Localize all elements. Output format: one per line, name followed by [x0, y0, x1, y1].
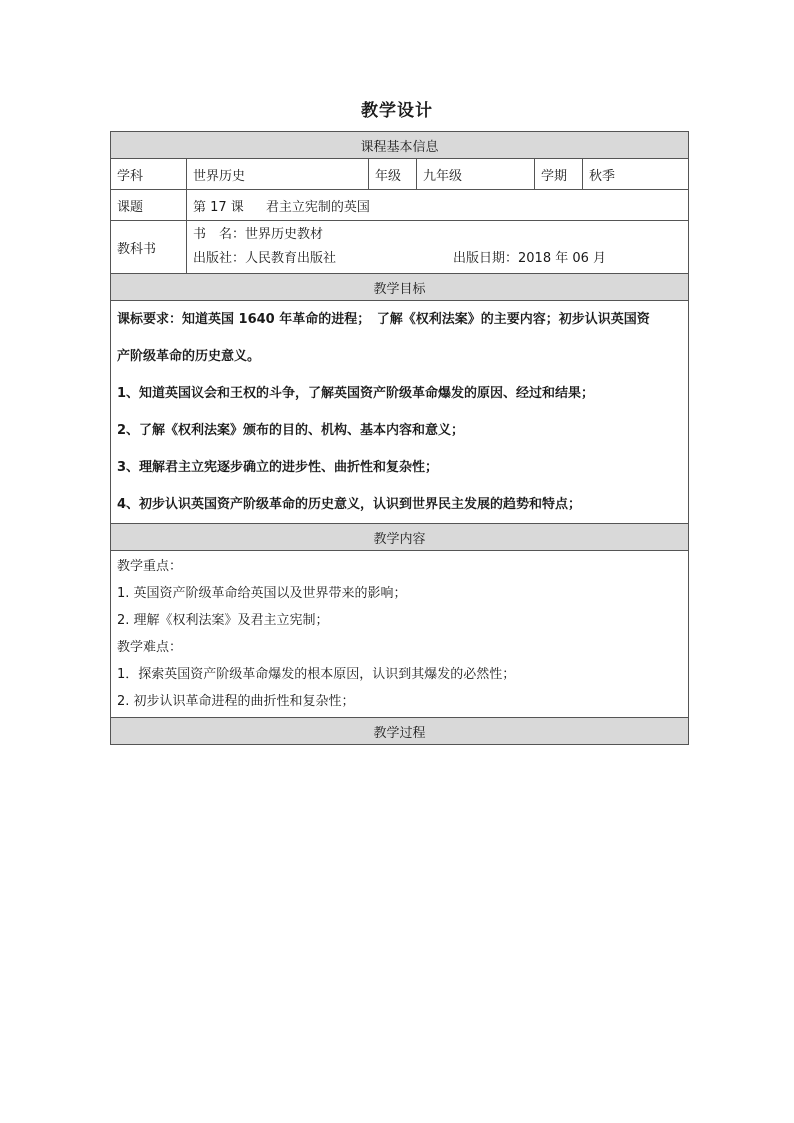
grade-value: 九年级	[417, 159, 535, 190]
topic-value: 君主立宪制的英国	[265, 199, 370, 215]
book-publisher-line	[193, 247, 682, 271]
topic-label: 课题	[111, 190, 187, 221]
topic-cell	[187, 190, 689, 221]
content-cell	[111, 551, 689, 718]
objectives-row	[111, 301, 689, 524]
process-header: 教学过程	[111, 718, 689, 745]
content-header-row	[111, 524, 689, 551]
basic-info-header: 课程基本信息	[111, 132, 689, 159]
grade-label: 年级	[369, 159, 417, 190]
objectives-header: 教学目标	[111, 274, 689, 301]
objective-item: 3、理解君主立宪逐步确立的进步性、曲折性和复杂性；	[117, 460, 439, 475]
term-value: 秋季	[583, 159, 689, 190]
difficult-point-item: 1．探索英国资产阶级革命爆发的根本原因，认识到其爆发的必然性；	[117, 667, 516, 682]
basic-info-header-row	[111, 132, 689, 159]
difficult-points-label: 教学难点：	[117, 640, 183, 655]
requirement-line-1: 课标要求：知道英国 1640 年革命的进程； 了解《权利法案》的主要内容；初步认识英国资	[117, 312, 650, 327]
textbook-row	[111, 221, 689, 274]
objective-item: 1、知道英国议会和王权的斗争，了解英国资产阶级革命爆发的原因、经过和结果；	[117, 386, 595, 401]
key-points-label: 教学重点：	[117, 559, 183, 574]
term-label: 学期	[535, 159, 583, 190]
key-point-item: 2. 理解《权利法案》及君主立宪制；	[117, 613, 329, 628]
book-publish-date: 出版日期：2018 年 06 月	[453, 251, 607, 266]
book-name: 书 名：世界历史教材	[193, 227, 324, 242]
textbook-label: 教科书	[111, 221, 187, 274]
lesson-plan-table	[110, 131, 689, 745]
subject-label: 学科	[111, 159, 187, 190]
objective-item: 2、了解《权利法案》颁布的目的、机构、基本内容和意义；	[117, 423, 465, 438]
process-header-row	[111, 718, 689, 745]
topic-lesson-number: 第 17 课	[193, 199, 244, 215]
content-row	[111, 551, 689, 718]
subject-row	[111, 159, 689, 190]
book-publisher: 出版社：人民教育出版社	[193, 251, 337, 266]
document-title: 教学设计	[361, 101, 433, 121]
content-header: 教学内容	[111, 524, 689, 551]
objective-item: 4、初步认识英国资产阶级革命的历史意义，认识到世界民主发展的趋势和特点；	[117, 497, 582, 512]
textbook-cell	[187, 221, 689, 274]
key-point-item: 1. 英国资产阶级革命给英国以及世界带来的影响；	[117, 586, 407, 601]
difficult-point-item: 2. 初步认识革命进程的曲折性和复杂性；	[117, 694, 355, 709]
requirement-line-2: 产阶级革命的历史意义。	[117, 349, 261, 364]
subject-value: 世界历史	[187, 159, 369, 190]
objectives-header-row	[111, 274, 689, 301]
topic-row	[111, 190, 689, 221]
objectives-cell	[111, 301, 689, 524]
